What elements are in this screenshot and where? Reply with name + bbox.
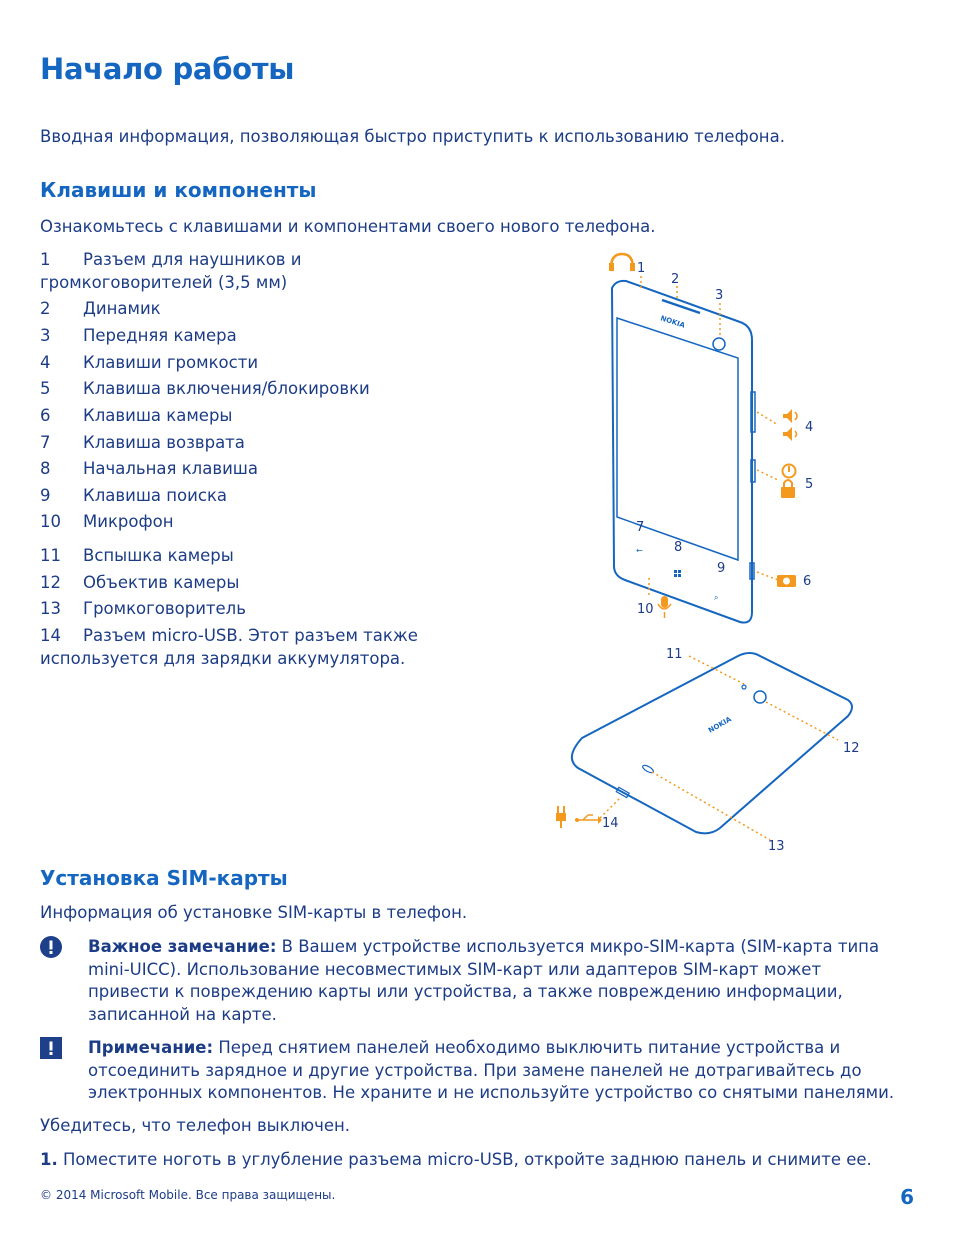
page-title: Начало работы — [40, 52, 295, 86]
list-item: 10 Микрофон — [40, 512, 174, 531]
important-note — [40, 936, 920, 1026]
callout-9: 9 — [717, 561, 726, 576]
callout-11: 11 — [666, 647, 683, 662]
phone-diagram — [540, 245, 880, 865]
list-item-continuation: используется для зарядки аккумулятора. — [40, 649, 406, 668]
note-icon — [40, 1037, 62, 1059]
headphones-icon — [609, 254, 635, 271]
note-block — [40, 1037, 920, 1107]
keys-subtitle: Ознакомьтесь с клавишами и компонентами своего нового телефона. — [40, 217, 656, 236]
callout-3: 3 — [715, 288, 724, 303]
plug-icon — [556, 806, 566, 828]
page-number: 6 — [900, 1185, 914, 1209]
list-item: 12 Объектив камеры — [40, 573, 240, 592]
list-item-continuation: громкоговорителей (3,5 мм) — [40, 273, 288, 292]
callout-8: 8 — [674, 540, 683, 555]
callout-7: 7 — [636, 520, 645, 535]
list-item: 8 Начальная клавиша — [40, 459, 258, 478]
list-item: 7 Клавиша возврата — [40, 433, 245, 452]
list-item: 5 Клавиша включения/блокировки — [40, 379, 370, 398]
list-item: 6 Клавиша камеры — [40, 406, 233, 425]
list-item: 13 Громкоговоритель — [40, 599, 246, 618]
callout-1: 1 — [637, 261, 646, 276]
volume-down-icon — [783, 427, 797, 441]
callout-6: 6 — [803, 574, 812, 589]
footer-copyright: © 2014 Microsoft Mobile. Все права защищены. — [40, 1188, 336, 1202]
phone-back-outline — [572, 653, 852, 833]
important-note-text: Важное замечание: В Вашем устройстве используется микро-SIM-карта (SIM-карта типа mini-UICC). Использование несовместимых SIM-карт или адаптеров SIM-карт может привести к повреждению карты или устройства, а также повреждению информации, записанной на карте. — [88, 937, 880, 1024]
brand-back: NOKIA — [707, 715, 733, 735]
brand-front: NOKIA — [659, 314, 686, 330]
list-item: 4 Клавиши громкости — [40, 353, 259, 372]
intro-text: Вводная информация, позволяющая быстро приступить к использованию телефона. — [40, 127, 785, 146]
sim-heading: Установка SIM-карты — [40, 866, 288, 890]
list-item: 11 Вспышка камеры — [40, 546, 234, 565]
list-item: 3 Передняя камера — [40, 326, 237, 345]
microphone-icon — [658, 596, 671, 618]
callout-4: 4 — [805, 420, 814, 435]
camera-flash — [742, 685, 746, 689]
camera-lens — [754, 691, 766, 703]
list-item: 9 Клавиша поиска — [40, 486, 228, 505]
start-key-icon — [674, 570, 677, 573]
sim-subtitle: Информация об установке SIM-карты в телефон. — [40, 903, 468, 922]
warning-icon — [40, 936, 62, 958]
callout-5: 5 — [805, 477, 814, 492]
keys-heading: Клавиши и компоненты — [40, 178, 317, 202]
step-1: 1. Поместите ноготь в углубление разъема micro-USB, откройте заднюю панель и снимите ее. — [40, 1150, 872, 1169]
ensure-text: Убедитесь, что телефон выключен. — [40, 1116, 351, 1135]
power-icon — [783, 465, 796, 478]
callout-12: 12 — [843, 741, 860, 756]
phone-front-outline — [612, 281, 752, 623]
note-text: Примечание: Перед снятием панелей необходимо выключить питание устройства и отсоединить зарядное и другие устройства. При замене панелей не дотрагивайтесь до электронных компонентов. Не храните и не используйте устройство со снятыми панелями. — [88, 1038, 895, 1102]
back-key-icon: ← — [636, 546, 643, 555]
volume-up-icon — [783, 409, 797, 423]
usb-icon — [575, 815, 602, 824]
lock-icon — [781, 480, 795, 498]
list-item: 1 Разъем для наушников и — [40, 250, 302, 269]
callout-2: 2 — [671, 272, 680, 287]
front-camera — [713, 338, 725, 350]
search-key-icon: ⌕ — [714, 593, 719, 602]
callout-13: 13 — [768, 839, 785, 854]
list-item: 14 Разъем micro-USB. Этот разъем также — [40, 626, 418, 645]
camera-icon — [777, 575, 796, 587]
list-item: 2 Динамик — [40, 299, 161, 318]
callout-10: 10 — [637, 602, 654, 617]
callout-14: 14 — [602, 816, 619, 831]
